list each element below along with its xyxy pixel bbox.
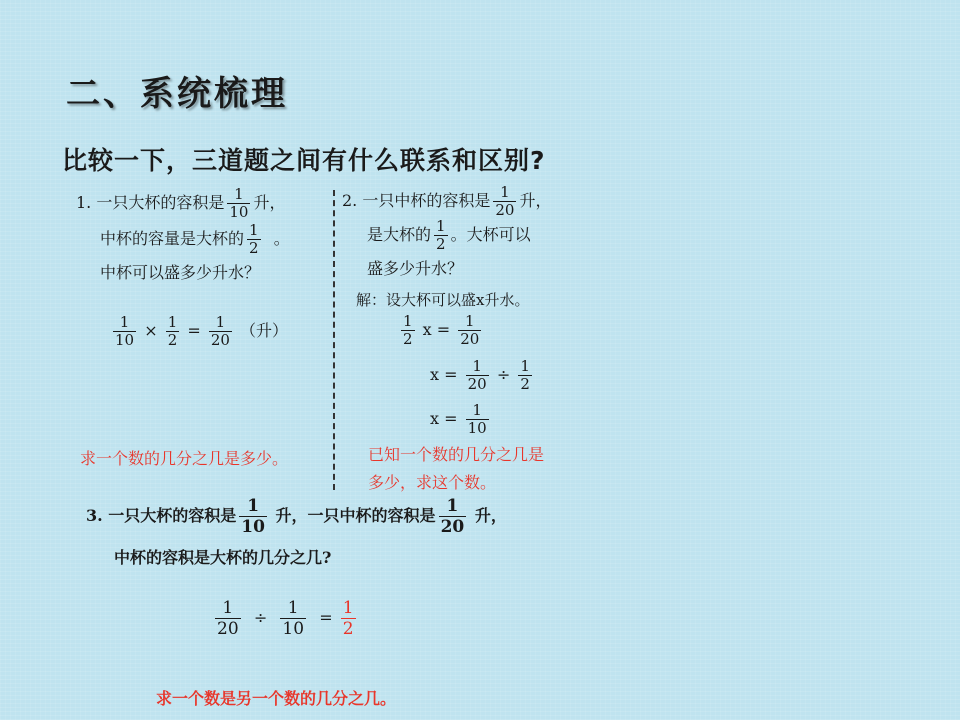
question-heading: 比较一下，三道题之间有什么联系和区别? [62, 146, 546, 175]
numerator: 1 [436, 217, 446, 235]
fraction [518, 358, 532, 393]
denominator: 2 [436, 235, 446, 253]
equals-sign: = [444, 409, 458, 428]
equals-sign: = [436, 320, 451, 339]
problem-3-calculation [212, 598, 359, 639]
problem-3-line-1 [86, 496, 507, 537]
dashed-divider [333, 190, 335, 490]
fraction [113, 314, 136, 349]
denominator: 20 [217, 619, 239, 639]
problem-2-text-d: 。大杯可以 [450, 225, 531, 244]
problem-1-line-3: 中杯可以盛多少升水？ [100, 263, 261, 282]
fraction [466, 358, 489, 393]
problem-2-note-line-1: 已知一个数的几分之几是 [368, 445, 545, 464]
variable-x: x [430, 365, 440, 384]
numerator: 1 [234, 185, 244, 203]
numerator: 1 [249, 221, 259, 239]
problem-2-text-c: 是大杯的 [367, 225, 432, 244]
problem-1-text-c: 中杯的容量是大杯的 [100, 229, 245, 248]
problem-2-text-a: 一只中杯的容积是 [362, 191, 491, 210]
denominator: 10 [282, 619, 305, 639]
problem-3-line-2: 中杯的容积是大杯的几分之几? [114, 548, 332, 567]
fraction [209, 314, 232, 349]
problem-3-note: 求一个数是另一个数的几分之几。 [156, 689, 397, 708]
problem-1-text-d: 。 [273, 229, 290, 248]
denominator: 2 [167, 331, 178, 349]
fraction [247, 222, 261, 257]
fraction [166, 314, 180, 349]
problem-3-text-a: 一只大杯的容积是 [108, 506, 237, 525]
problem-2-line-3: 盛多少升水？ [367, 259, 464, 278]
denominator: 20 [495, 201, 515, 219]
numerator: 1 [215, 313, 226, 331]
fraction [401, 313, 415, 348]
operator: × [144, 321, 158, 340]
variable-x: x [422, 320, 432, 339]
problem-2-equation-1 [398, 313, 484, 348]
unit: （升） [240, 321, 289, 340]
problem-1-line-1 [76, 186, 285, 221]
denominator: 2 [403, 330, 413, 348]
fraction [434, 218, 448, 253]
fraction [280, 598, 306, 639]
numerator: 1 [520, 357, 530, 375]
problem-3-text-b: 升，一只中杯的容积是 [275, 506, 436, 525]
variable-x: x [430, 409, 440, 428]
fraction [439, 496, 467, 537]
problem-1-calculation [110, 314, 288, 349]
numerator: 1 [500, 183, 510, 201]
denominator: 10 [241, 517, 265, 537]
problem-1-text-b: 升， [253, 193, 286, 212]
denominator: 2 [342, 619, 354, 639]
fraction [493, 184, 516, 219]
operator: ÷ [496, 365, 511, 384]
equals-sign: = [187, 321, 201, 340]
numerator: 1 [403, 312, 413, 330]
numerator: 1 [472, 357, 482, 375]
problem-1-text-a: 一只大杯的容积是 [96, 193, 225, 212]
problem-2-equation-2 [430, 358, 535, 393]
problem-2-line-2 [367, 218, 531, 253]
denominator: 20 [460, 330, 480, 348]
result-fraction [341, 598, 356, 639]
fraction [239, 496, 267, 537]
denominator: 2 [249, 239, 259, 257]
denominator: 20 [467, 375, 487, 393]
denominator: 20 [440, 517, 465, 537]
numerator: 1 [287, 598, 299, 618]
problem-2-text-b: 升， [519, 191, 552, 210]
problem-2-note-line-2: 多少，求这个数。 [368, 473, 497, 492]
numerator: 1 [119, 313, 130, 331]
numerator: 1 [342, 598, 354, 618]
problem-2-number: 2. [342, 191, 358, 210]
problem-1-number: 1. [76, 193, 92, 212]
problem-1-line-2 [100, 222, 290, 257]
denominator: 10 [229, 203, 249, 221]
fraction [466, 402, 489, 437]
numerator: 1 [247, 496, 260, 516]
numerator: 1 [222, 598, 234, 618]
denominator: 20 [210, 331, 230, 349]
problem-1-note: 求一个数的几分之几是多少。 [80, 449, 289, 468]
problem-2-equation-3 [430, 402, 492, 437]
numerator: 1 [167, 313, 178, 331]
problem-3-text-c: 升， [474, 506, 507, 525]
problem-2-solution-intro: 解：设大杯可以盛x升水。 [356, 291, 530, 309]
equals-sign: = [319, 608, 333, 627]
numerator: 1 [465, 312, 475, 330]
denominator: 2 [520, 375, 530, 393]
numerator: 1 [446, 496, 459, 516]
operator: ÷ [253, 608, 268, 627]
equals-sign: = [444, 365, 458, 384]
slide-title: 二、系统梳理 [66, 74, 288, 114]
denominator: 10 [467, 419, 487, 437]
denominator: 10 [115, 331, 135, 349]
numerator: 1 [472, 401, 482, 419]
problem-3-number: 3. [86, 506, 103, 525]
problem-2-line-1 [342, 184, 551, 219]
fraction [458, 313, 481, 348]
fraction [227, 186, 250, 221]
fraction [215, 598, 241, 639]
